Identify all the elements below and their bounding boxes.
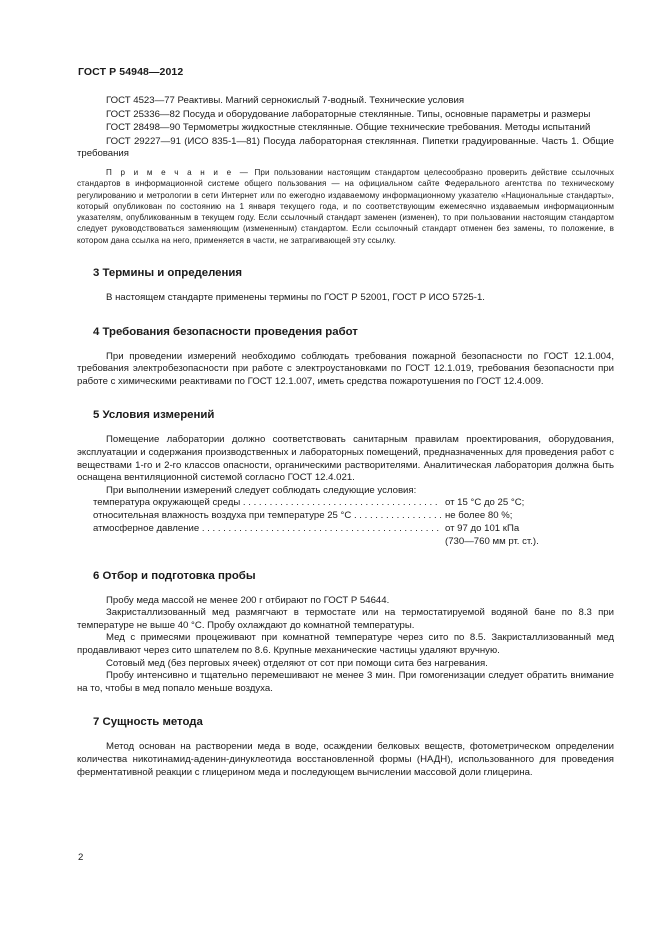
reference-item: ГОСТ 25336—82 Посуда и оборудование лабораторные стеклянные. Типы, основные параметры и размеры bbox=[106, 108, 591, 120]
page-number: 2 bbox=[78, 852, 84, 863]
section-6-paragraph: Пробу меда массой не менее 200 г отбирают по ГОСТ Р 54644. bbox=[106, 594, 390, 606]
document-header: ГОСТ Р 54948—2012 bbox=[78, 66, 184, 78]
condition-label: температура окружающей среды . . . bbox=[77, 497, 441, 510]
section-6-paragraph: Пробу интенсивно и тщательно перемешивают не менее 3 мин. При гомогенизации следует обратить внимание на то, чтобы в мед попало меньше воздуха. bbox=[77, 670, 614, 694]
reference-item: ГОСТ 4523—77 Реактивы. Магний сернокислый 7-водный. Технические условия bbox=[106, 95, 465, 106]
section-6-paragraph: Мед с примесями процеживают при комнатной температуре через сито по 8.5. Закристаллизованный мед продавливают через сито шпателем по 8.6. Крупные механические частицы удаляют вручную. bbox=[77, 632, 614, 656]
section-heading-6: 6 Отбор и подготовка пробы bbox=[93, 569, 256, 582]
conditions-list bbox=[77, 497, 614, 548]
note-label: П р и м е ч а н и е — bbox=[106, 167, 251, 177]
condition-value: от 15 °С до 25 °С; bbox=[445, 497, 525, 509]
section-heading-7: 7 Сущность метода bbox=[93, 716, 203, 729]
document-body bbox=[77, 95, 614, 779]
condition-value: от 97 до 101 кПа bbox=[445, 522, 520, 534]
section-heading-5: 5 Условия измерений bbox=[93, 409, 215, 422]
condition-row bbox=[77, 523, 614, 536]
section-7-paragraph: Метод основан на растворении меда в воде, осаждении белковых веществ, фотометрическом определении количества никотинамид-аденин-динуклеотида восстановленной формы (НАДН), использованного для проведения ферментативной реакции с глицерином меда и последующем вычислении массовой доли глицерина. bbox=[77, 741, 614, 778]
condition-row bbox=[77, 510, 614, 523]
section-4-paragraph: При проведении измерений необходимо соблюдать требования пожарной безопасности по ГОСТ 12.1.004, требования электробезопасности при работе с электроустановками по ГОСТ 12.1.019, требования безопасности при работе с химическими реактивами по ГОСТ 12.1.007, иметь средства пожаротушения по ГОСТ 12.4.009. bbox=[77, 350, 614, 387]
references-list bbox=[77, 95, 614, 161]
reference-item: ГОСТ 28498—90 Термометры жидкостные стеклянные. Общие технические требования. Методы испытаний bbox=[106, 122, 591, 134]
condition-label: относительная влажность воздуха при температуре 25 °С . . . bbox=[77, 510, 441, 523]
condition-row bbox=[77, 497, 614, 510]
reference-item: ГОСТ 29227—91 (ИСО 835-1—81) Посуда лабораторная стеклянная. Пипетки градуированные. Часть 1. Общие требования bbox=[77, 135, 614, 160]
section-3-paragraph: В настоящем стандарте применены термины по ГОСТ Р 52001, ГОСТ Р ИСО 5725-1. bbox=[106, 292, 485, 304]
note-paragraph bbox=[77, 167, 614, 246]
condition-value: не более 80 %; bbox=[445, 510, 513, 522]
note-text: При пользовании настоящим стандартом целесообразно проверить действие ссылочных стандартов в информационной системе общего пользования — на официальном сайте Федерального агентства по техническому регулированию и метрологии в сети Интернет или по ежегодно издаваемому информационному указателю «Национальные стандарты», который опубликован по состоянию на 1 января текущего года, и по соответствующим ежемесячно издаваемым информационным указателям, опубликованным в текущем году. Если ссылочный стандарт заменен (изменен), то при пользовании настоящим стандартом следует руководствоваться заменяющим (измененным) стандартом. Если ссылочный стандарт отменен без замены, то положение, в котором дана ссылка на него, применяется в части, не затрагивающей эту ссылку. bbox=[77, 167, 614, 245]
section-5-paragraph: Помещение лаборатории должно соответствовать санитарным правилам проектирования, оборудования, эксплуатации и содержания производственных и лабораторных помещений, предназначенных для проведения работ с веществами 1-го и 2-го классов опасности, органическими растворителями. Аналитическая лаборатория должна быть оснащена вентиляционной системой согласно ГОСТ 12.4.021. bbox=[77, 434, 614, 484]
section-5-conditions-intro: При выполнении измерений следует соблюдать следующие условия: bbox=[106, 484, 417, 496]
section-heading-4: 4 Требования безопасности проведения работ bbox=[93, 325, 358, 338]
condition-extra: (730—760 мм рт. ст.). bbox=[445, 535, 539, 547]
section-6-paragraph: Сотовый мед (без перговых ячеек) отделяют от сот при помощи сита без нагревания. bbox=[106, 657, 488, 669]
section-6-paragraph: Закристаллизованный мед размягчают в термостате или на термостатируемой водяной бане по 8.3 при температуре не выше 40 °С. Пробу охлаждают до комнатной температуры. bbox=[77, 607, 614, 631]
section-heading-3: 3 Термины и определения bbox=[93, 267, 243, 280]
condition-label: атмосферное давление . . . bbox=[77, 523, 441, 536]
